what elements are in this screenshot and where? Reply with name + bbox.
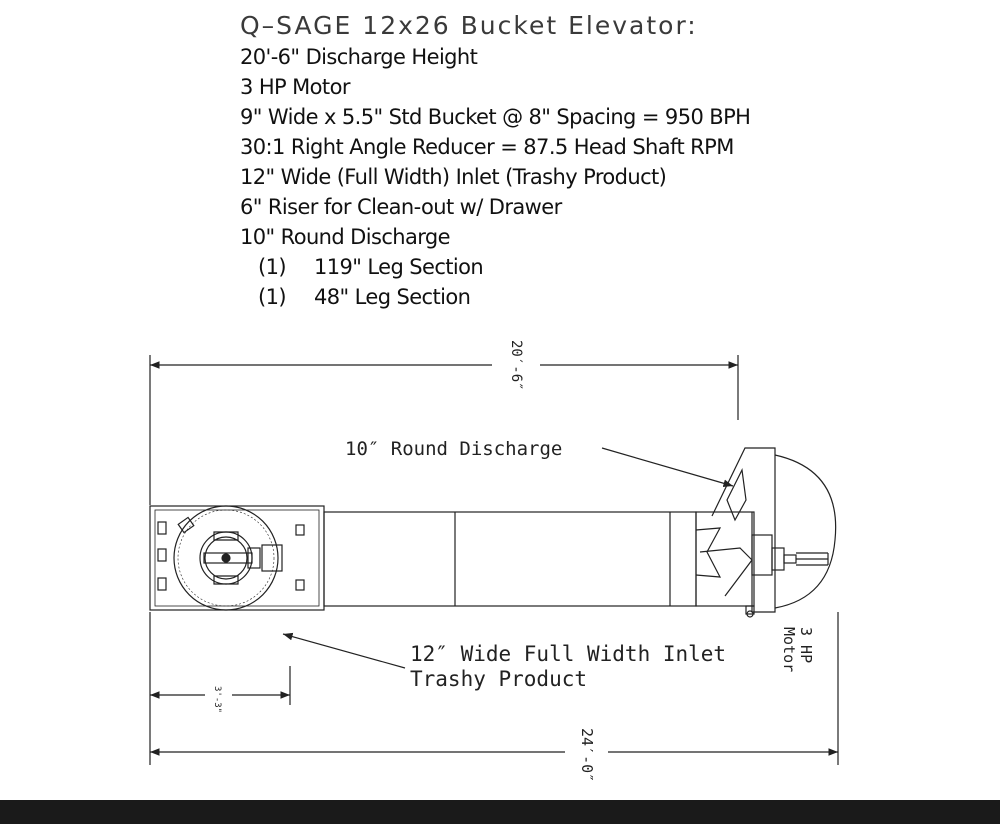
footer-bar	[0, 800, 1000, 824]
discharge-label: 10″ Round Discharge	[345, 438, 563, 460]
elevator-drawing	[0, 330, 1000, 790]
dim-inlet-width-label: 3'-3"	[212, 686, 222, 714]
dim-discharge-height-label: 20′-6″	[508, 340, 524, 391]
dim-overall-length-label: 24′-0″	[578, 728, 596, 783]
spec-list	[240, 42, 750, 312]
inlet-label-line1: 12″ Wide Full Width Inlet	[410, 642, 727, 666]
head-section	[696, 448, 836, 617]
motor-label-line2: Motor	[780, 627, 798, 673]
leg-section-item	[240, 252, 750, 282]
motor-label-line1: 3 HP	[797, 627, 815, 664]
leg-sections	[324, 512, 696, 606]
spec-line: 30:1 Right Angle Reducer = 87.5 Head Shaft RPM	[240, 135, 734, 159]
discharge-leader	[602, 448, 733, 486]
inlet-label-line2: Trashy Product	[410, 667, 588, 691]
spec-title: Q–SAGE 12x26 Bucket Elevator:	[240, 11, 698, 40]
dimension-discharge-height	[150, 355, 738, 505]
inlet-leader	[283, 634, 405, 668]
spec-line: 20'-6" Discharge Height	[240, 45, 478, 69]
boot-section	[150, 506, 324, 610]
leg-section-item	[240, 282, 750, 312]
spec-line: 10" Round Discharge	[240, 225, 450, 249]
spec-line: 6" Riser for Clean-out w/ Drawer	[240, 195, 562, 219]
leg-section-qty: (1)	[258, 285, 286, 309]
leg-section-label: 119" Leg Section	[314, 255, 484, 279]
spec-line: 12" Wide (Full Width) Inlet (Trashy Product)	[240, 165, 667, 189]
spec-line: 9" Wide x 5.5" Std Bucket @ 8" Spacing = 950 BPH	[240, 105, 751, 129]
spec-line: 3 HP Motor	[240, 75, 350, 99]
leg-section-label: 48" Leg Section	[314, 285, 471, 309]
leg-section-qty: (1)	[258, 255, 286, 279]
